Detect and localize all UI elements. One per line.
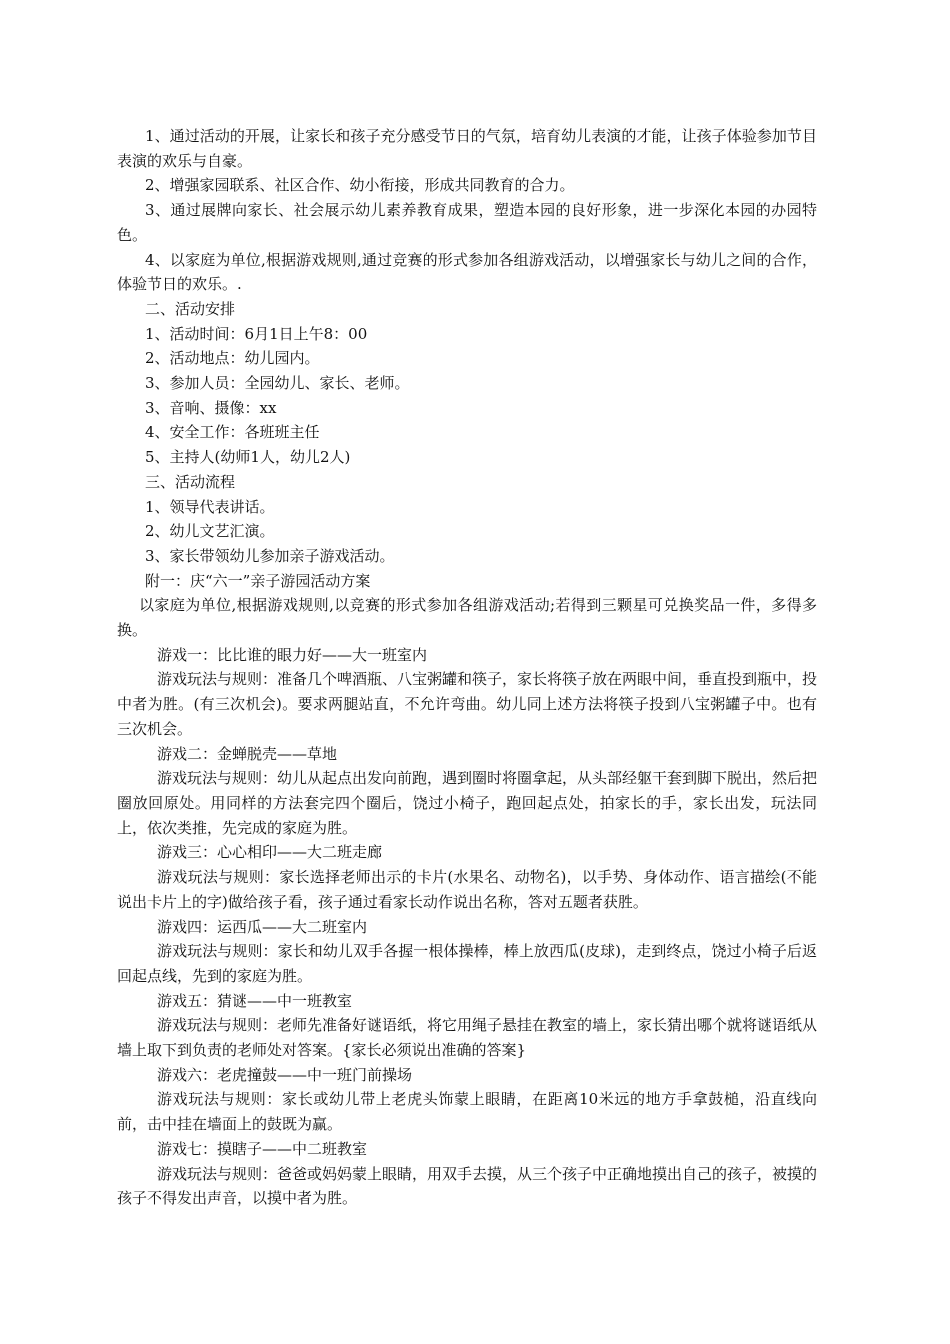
paragraph: 游戏玩法与规则：老师先准备好谜语纸，将它用绳子悬挂在教室的墙上，家长猜出哪个就将谜语纸从墙上取下到负责的老师处对答案。{家长必须说出准确的答案}: [117, 1016, 818, 1060]
paragraph: 游戏七：摸瞎子——中二班教室: [157, 1139, 368, 1158]
paragraph: 游戏玩法与规则：准备几个啤酒瓶、八宝粥罐和筷子，家长将筷子放在两眼中间，垂直投到瓶中，投中者为胜。(有三次机会)。要求两腿站直，不允许弯曲。幼儿同上述方法将筷子投到八宝粥罐子中。也有三次机会。: [117, 670, 818, 738]
paragraph: 以家庭为单位,根据游戏规则,以竞赛的形式参加各组游戏活动;若得到三颗星可兑换奖品一件，多得多换。: [117, 596, 817, 640]
paragraph: 3、通过展牌向家长、社会展示幼儿素养教育成果，塑造本园的良好形象，进一步深化本园的办园特色。: [117, 201, 817, 244]
paragraph: 3、家长带领幼儿参加亲子游戏活动。: [145, 546, 395, 565]
paragraph: 游戏玩法与规则：幼儿从起点出发向前跑，遇到圈时将圈拿起，从头部经躯干套到脚下脱出，然后把圈放回原处。用同样的方法套完四个圈后，饶过小椅子，跑回起点处，拍家长的手，家长出发，玩法同上，依次类推，先完成的家庭为胜。: [117, 769, 818, 837]
paragraph: 游戏三：心心相印——大二班走廊: [157, 843, 383, 862]
paragraph: 5、主持人(幼师1人，幼儿2人): [145, 448, 351, 467]
paragraph: 游戏玩法与规则：家长或幼儿带上老虎头饰蒙上眼睛，在距离10米远的地方手拿鼓槌，沿直线向前，击中挂在墙面上的鼓既为赢。: [117, 1090, 817, 1134]
paragraph: 游戏六：老虎撞鼓——中一班门前操场: [157, 1065, 413, 1084]
document-body: [117, 124, 817, 1211]
paragraph: 2、活动地点：幼儿园内。: [145, 349, 320, 368]
paragraph: 1、领导代表讲话。: [145, 497, 275, 516]
paragraph: 3、参加人员：全园幼儿、家长、老师。: [145, 374, 410, 393]
paragraph: 游戏四：运西瓜——大二班室内: [157, 917, 368, 936]
paragraph: 游戏五：猜谜——中一班教室: [157, 991, 353, 1010]
paragraph: 二、活动安排: [145, 299, 236, 318]
paragraph: 附一：庆“六一”亲子游园活动方案: [145, 571, 371, 590]
paragraph: 三、活动流程: [145, 472, 236, 491]
paragraph: 游戏二：金蝉脱壳——草地: [157, 744, 338, 763]
paragraph: 游戏一：比比谁的眼力好——大一班室内: [157, 645, 428, 664]
paragraph: 游戏玩法与规则：爸爸或妈妈蒙上眼睛，用双手去摸，从三个孩子中正确地摸出自己的孩子，被摸的孩子不得发出声音，以摸中者为胜。: [117, 1164, 818, 1208]
paragraph: 1、通过活动的开展，让家长和孩子充分感受节日的气氛，培育幼儿表演的才能，让孩子体验参加节目表演的欢乐与自豪。: [117, 127, 817, 170]
paragraph: 3、音响、摄像：xx: [145, 398, 277, 417]
paragraph: 4、安全工作：各班班主任: [145, 423, 320, 442]
paragraph: 2、增强家园联系、社区合作、幼小衔接，形成共同教育的合力。: [145, 176, 575, 195]
paragraph: 4、以家庭为单位,根据游戏规则,通过竞赛的形式参加各组游戏活动，以增强家长与幼儿之间的合作，体验节日的欢乐。.: [117, 250, 817, 294]
paragraph: 1、活动时间：6月1日上午8：00: [145, 324, 368, 343]
paragraph: 游戏玩法与规则：家长选择老师出示的卡片(水果名、动物名)，以手势、身体动作、语言描绘(不能说出卡片上的字)做给孩子看，孩子通过看家长动作说出名称，答对五题者获胜。: [117, 868, 817, 911]
paragraph: 游戏玩法与规则：家长和幼儿双手各握一根体操棒，棒上放西瓜(皮球)，走到终点，饶过小椅子后返回起点线，先到的家庭为胜。: [117, 942, 817, 985]
paragraph: 2、幼儿文艺汇演。: [145, 522, 275, 541]
